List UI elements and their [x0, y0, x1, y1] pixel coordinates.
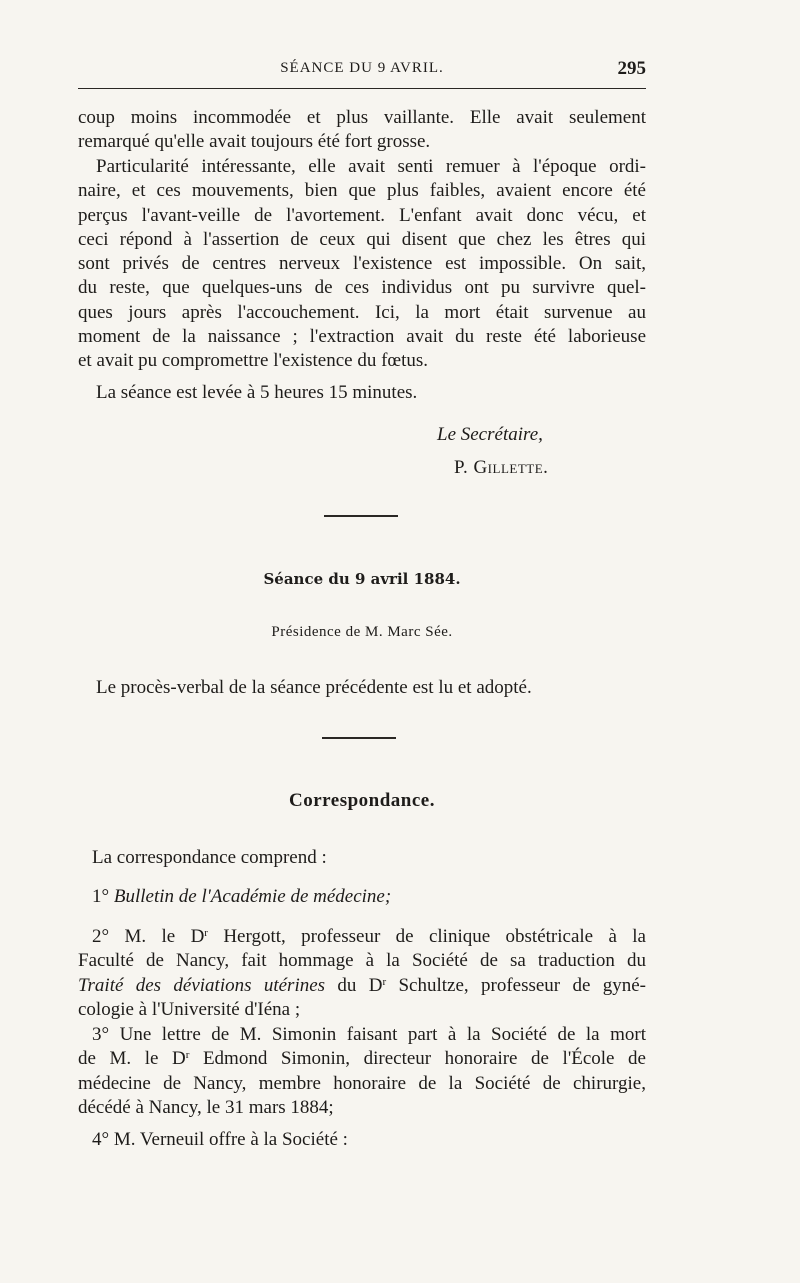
text-line: 3° Une lettre de M. Simonin faisant part à la Société de la mort — [92, 1024, 646, 1045]
list-item: 4° M. Verneuil offre à la Société : — [92, 1129, 348, 1150]
item-text: Bulletin de l'Académie de médecine; — [113, 886, 392, 907]
correspondance-heading: Correspondance. — [289, 790, 435, 811]
text-line: remarqué qu'elle avait toujours été fort grosse. — [78, 131, 431, 153]
section-divider — [322, 737, 396, 739]
list-item: 3° Une lettre de M. Simonin faisant part à la Société de la mort de M. le $D^r$ Edmond Simonin, directeur honoraire de l'École de médecine de Nancy, membre honoraire de la Société de chirurgie, décédé à Nancy, le 31 mars 1884; — [78, 1023, 646, 1120]
text-line: perçus l'avant-veille de l'avortement. L'enfant avait donc vécu, et — [78, 204, 646, 226]
text-line: médecine de Nancy, membre honoraire de la Société de chirurgie, — [78, 1072, 646, 1094]
header-rule — [78, 88, 646, 89]
item-number: 1° — [92, 886, 110, 907]
text-line: moment de la naissance ; l'extraction avait du reste été laborieuse — [78, 326, 646, 348]
section-divider — [324, 515, 398, 517]
session-closing: La séance est levée à 5 heures 15 minutes. — [96, 382, 418, 403]
signature-role: Le Secrétaire, — [437, 424, 543, 445]
text-line: du reste, que quelques-uns de ces individus ont pu survivre quel- — [78, 277, 646, 299]
presidence-line — [78, 624, 646, 641]
list-item: 2° M. le $D^r$ Hergott, professeur de clinique obstétricale à la Faculté de Nancy, fait hommage à la Société de sa traduction du Traité des déviations utérines du $D^r$ Schultze, professeur de gyné- cologie à l'Université d'Iéna ; — [78, 925, 646, 1022]
running-head — [78, 58, 646, 84]
page-number: 295 — [617, 58, 646, 79]
proces-verbal-line: Le procès-verbal de la séance précédente est lu et adopté. — [96, 677, 532, 698]
text-line: ques jours après l'accouchement. Ici, la mort était survenue au — [78, 301, 646, 323]
text-line: décédé à Nancy, le 31 mars 1884; — [78, 1096, 334, 1118]
text-line: ceci répond à l'assertion de ceux qui disent que chez les êtres qui — [78, 228, 646, 250]
text-line: sont privés de centres nerveux l'existence est impossible. On sait, — [78, 253, 646, 275]
running-head-title: SÉANCE DU 9 AVRIL. — [280, 60, 444, 76]
text-line: et avait pu compromettre l'existence du fœtus. — [78, 350, 429, 372]
continuation-paragraph — [78, 106, 646, 155]
text-line: coup moins incommodée et plus vaillante. Elle avait seulement — [78, 107, 646, 128]
presidence-text: Présidence de M. Marc Sée. — [271, 624, 453, 640]
list-item — [78, 885, 646, 909]
signature-name: P. Gillette. — [454, 457, 549, 478]
particularite-paragraph — [78, 155, 646, 374]
text-line: naire, et ces mouvements, bien que plus faibles, avaient encore été — [78, 180, 646, 202]
session-title: Séance du 9 avril 1884. — [263, 570, 461, 588]
correspondance-intro: La correspondance comprend : — [92, 847, 327, 868]
text-line: Faculté de Nancy, fait hommage à la Société de sa traduction du — [78, 950, 646, 972]
text-line: cologie à l'Université d'Iéna ; — [78, 998, 301, 1020]
text-line: Particularité intéressante, elle avait senti remuer à l'époque ordi- — [96, 156, 646, 177]
